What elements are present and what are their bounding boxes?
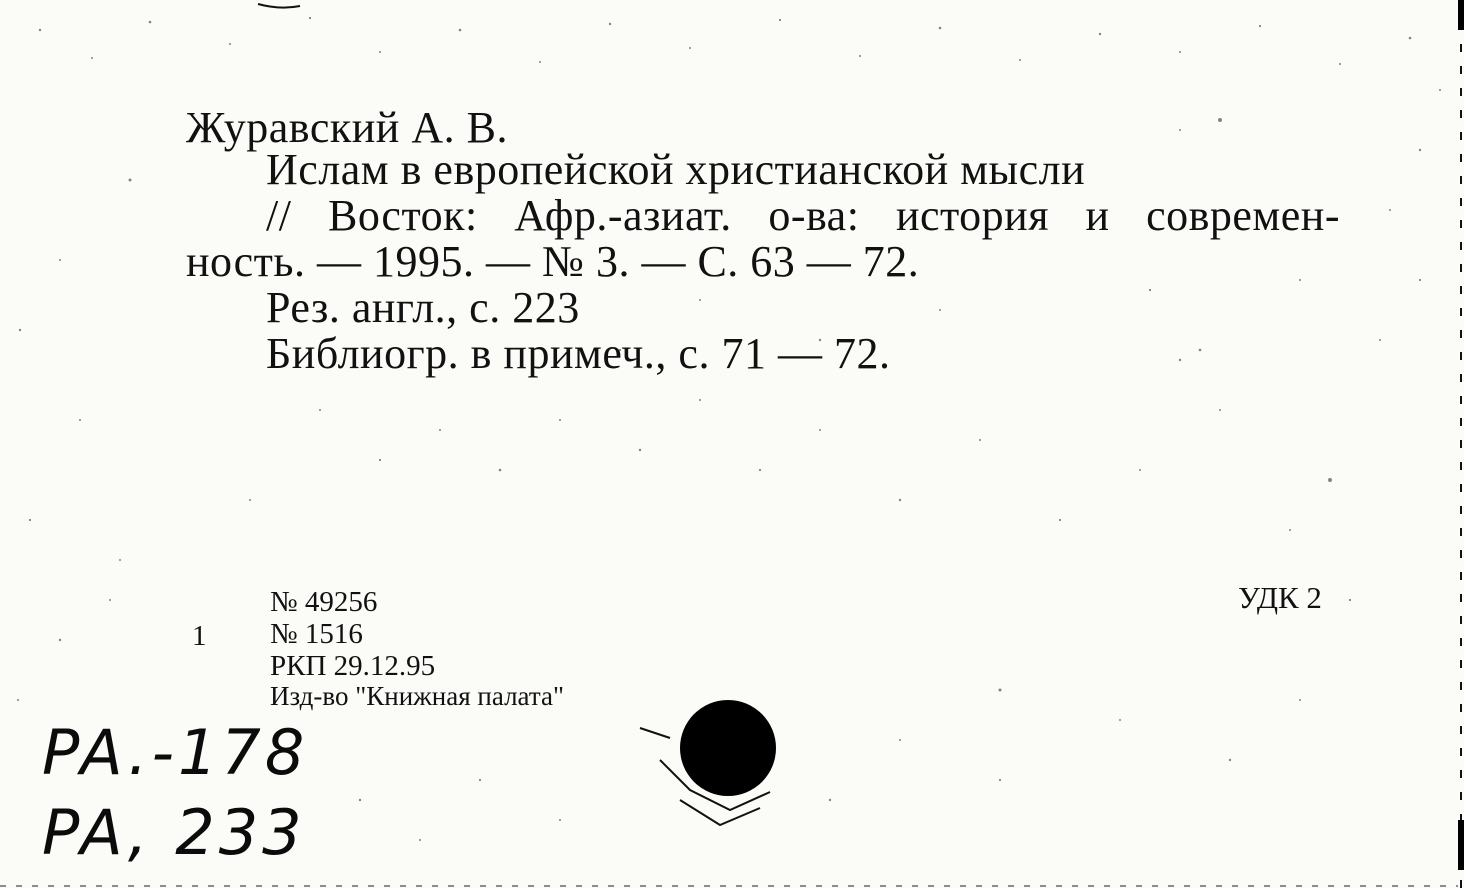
- card-marker: 1: [192, 620, 207, 652]
- source-word: о-ва:: [768, 191, 860, 240]
- handwritten-shelfmark-2: PA, 233: [42, 796, 306, 869]
- rkp-date: РКП 29.12.95: [270, 650, 436, 682]
- handwritten-shelfmark-1: PA.-178: [42, 716, 309, 789]
- scan-edge: [1458, 0, 1464, 888]
- bibliography-note: Библиогр. в примеч., с. 71 — 72.: [266, 329, 891, 378]
- author: Журавский А. В.: [186, 103, 508, 152]
- punch-hole: [680, 700, 776, 796]
- publisher: Изд-во "Книжная палата": [270, 681, 564, 711]
- source-word: история: [895, 191, 1049, 240]
- issue-number: № 1516: [270, 618, 363, 650]
- title: Ислам в европейской христианской мысли: [266, 145, 1086, 194]
- source-word: современ-: [1146, 191, 1340, 240]
- source-word: Афр.-азиат.: [514, 191, 732, 240]
- source-word: Восток:: [327, 191, 478, 240]
- summary-note: Рез. англ., с. 223: [266, 283, 580, 332]
- udk-code: УДК 2: [1238, 580, 1322, 615]
- source-word: //: [266, 191, 292, 240]
- source-line-2: ность. — 1995. — № 3. — С. 63 — 72.: [186, 237, 920, 286]
- source-word: и: [1085, 191, 1110, 240]
- record-number: № 49256: [270, 586, 378, 618]
- source-line-1: [266, 191, 1340, 240]
